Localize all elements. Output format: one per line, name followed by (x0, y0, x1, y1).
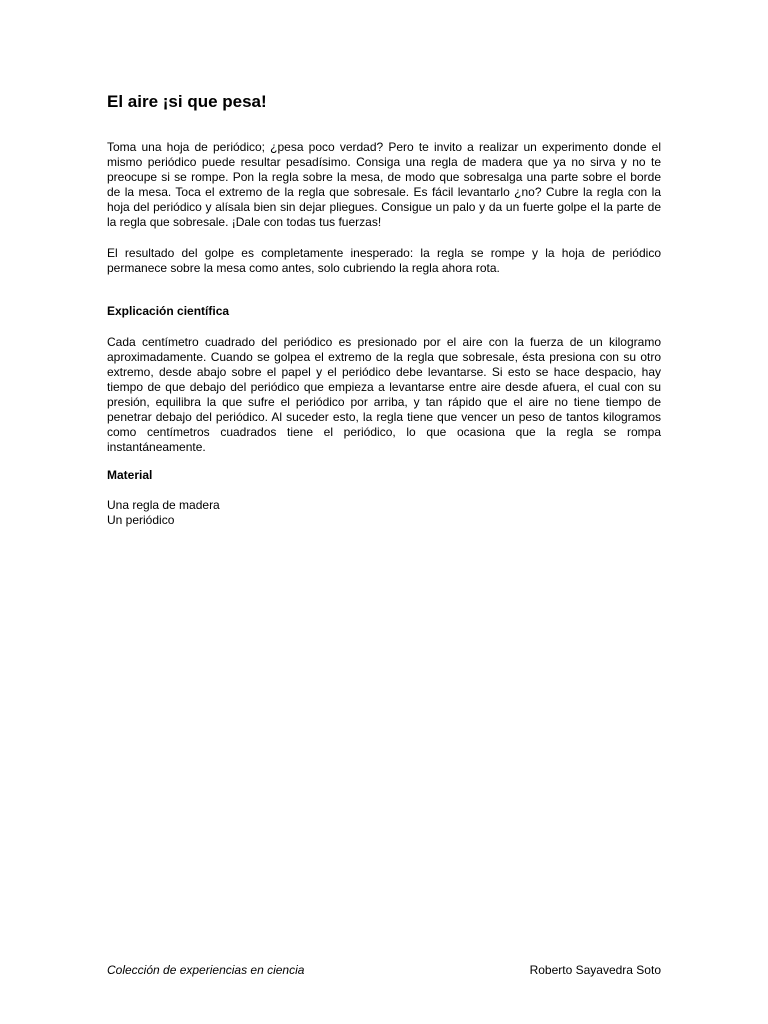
result-paragraph: El resultado del golpe es completamente inesperado: la regla se rompe y la hoja de periódico permanece sobre la mesa como antes, solo cubriendo la regla ahora rota. (107, 246, 661, 275)
material-heading: Material (107, 468, 153, 482)
explanation-heading: Explicación científica (107, 304, 230, 318)
material-item: Una regla de madera (107, 498, 220, 512)
document-title: El aire ¡si que pesa! (107, 92, 267, 111)
footer-collection: Colección de experiencias en ciencia (107, 963, 305, 977)
material-item: Un periódico (107, 513, 175, 527)
footer-author: Roberto Sayavedra Soto (529, 963, 661, 977)
explanation-paragraph: Cada centímetro cuadrado del periódico es presionado por el aire con la fuerza de un kilogramo aproximadamente. Cuando se golpea el extremo de la regla que sobresale, ésta presiona con su otro extremo, desde abajo sobre el papel y el periódico debe levantarse. Si esto se hace despacio, hay tiempo de que debajo del periódico que empieza a levantarse entre aire desde afuera, el cual con su presión, equilibra la que sufre el periódico por arriba, y tan rápido que el aire no tiene tiempo de penetrar debajo del periódico. Al suceder esto, la regla tiene que vencer un peso de tantos kilogramos como centímetros cuadrados tiene el periódico, lo que ocasiona que la regla se rompa instantáneamente. (107, 335, 661, 454)
material-list (107, 498, 220, 528)
intro-paragraph: Toma una hoja de periódico; ¿pesa poco verdad? Pero te invito a realizar un experimento donde el mismo periódico puede resultar pesadísimo. Consiga una regla de madera que ya no sirva y no te preocupe si se rompe. Pon la regla sobre la mesa, de modo que sobresalga una parte sobre el borde de la mesa. Toca el extremo de la regla que sobresale. Es fácil levantarlo ¿no? Cubre la regla con la hoja del periódico y alísala bien sin dejar pliegues. Consigue un palo y da un fuerte golpe el la parte de la regla que sobresale. ¡Dale con todas tus fuerzas! (107, 140, 661, 229)
